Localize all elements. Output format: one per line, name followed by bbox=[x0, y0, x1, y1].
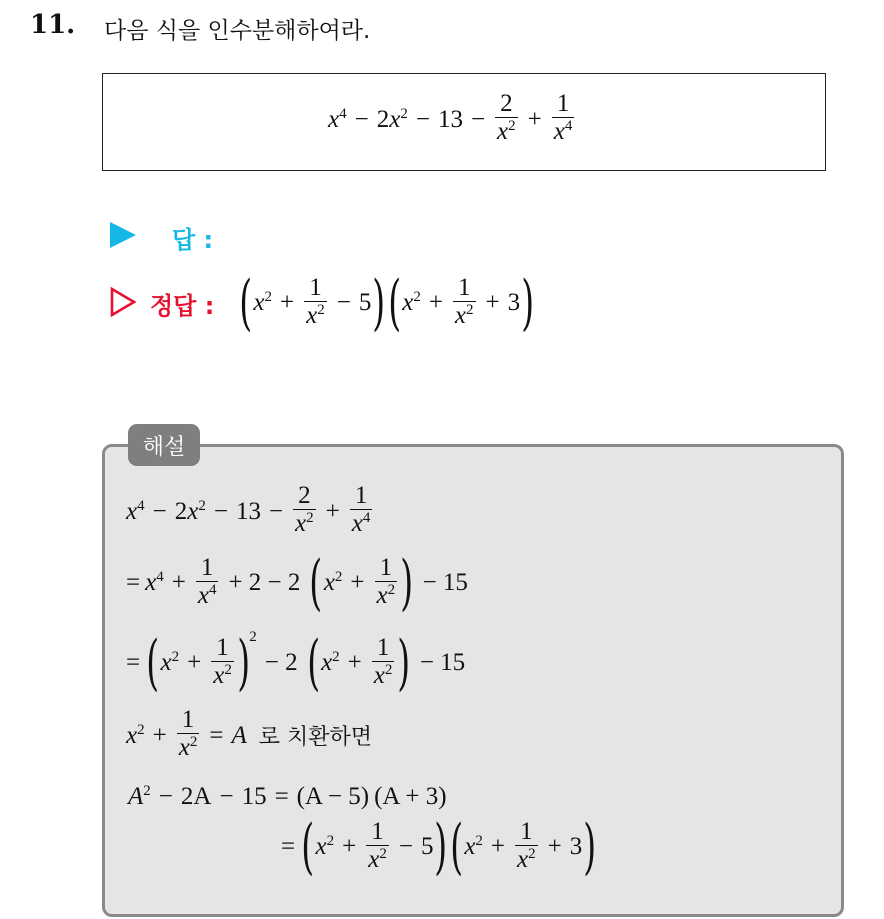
solution-line-6: = ( $x^2$ + $\frac{1}{x^2}$ − 5 ) ( $x^2$ + $\frac{1}{x^2}$ + 3 ) bbox=[281, 812, 597, 882]
solution-line-5: $A^2$ − 2A − 15 = (A − 5) (A + 3) bbox=[128, 783, 447, 810]
question-number: 11. bbox=[30, 10, 76, 40]
correct-arrow-icon bbox=[110, 287, 136, 317]
correct-answer-label: 정답 : bbox=[150, 292, 215, 320]
answer-arrow-icon bbox=[110, 222, 136, 248]
problem-expression: $x^4$ − $2x^2$ − 13 − $\frac{2}{x^2}$ + $\frac{1}{x^4}$ bbox=[328, 90, 576, 149]
solution-line-3: = ( $x^2$ + $\frac{1}{x^2}$ ) 2 − 2 ( $x^2$ + $\frac{1}{x^2}$ ) − 15 bbox=[126, 628, 466, 698]
correct-answer-expression: ( $x^2$ + $\frac{1}{x^2}$ − 5 ) ( $x^2$ + $\frac{1}{x^2}$ + 3 ) bbox=[239, 268, 535, 338]
solution-tab: 해설 bbox=[128, 424, 200, 466]
solution-line-1: $x^4$ − $2x^2$ − 13 − $\frac{2}{x^2}$ + $\frac{1}{x^4}$ bbox=[126, 482, 374, 541]
solution-line-4: $x^2$ + $\frac{1}{x^2}$ = A 로 치환하면 bbox=[126, 706, 372, 765]
solution-line-2: = $x^4$ + $\frac{1}{x^4}$ + 2 − 2 ( $x^2$ + $\frac{1}{x^2}$ ) − 15 bbox=[126, 548, 468, 618]
answer-label: 답 : bbox=[172, 226, 214, 254]
question-prompt: 다음 식을 인수분해하여라. bbox=[104, 18, 371, 44]
